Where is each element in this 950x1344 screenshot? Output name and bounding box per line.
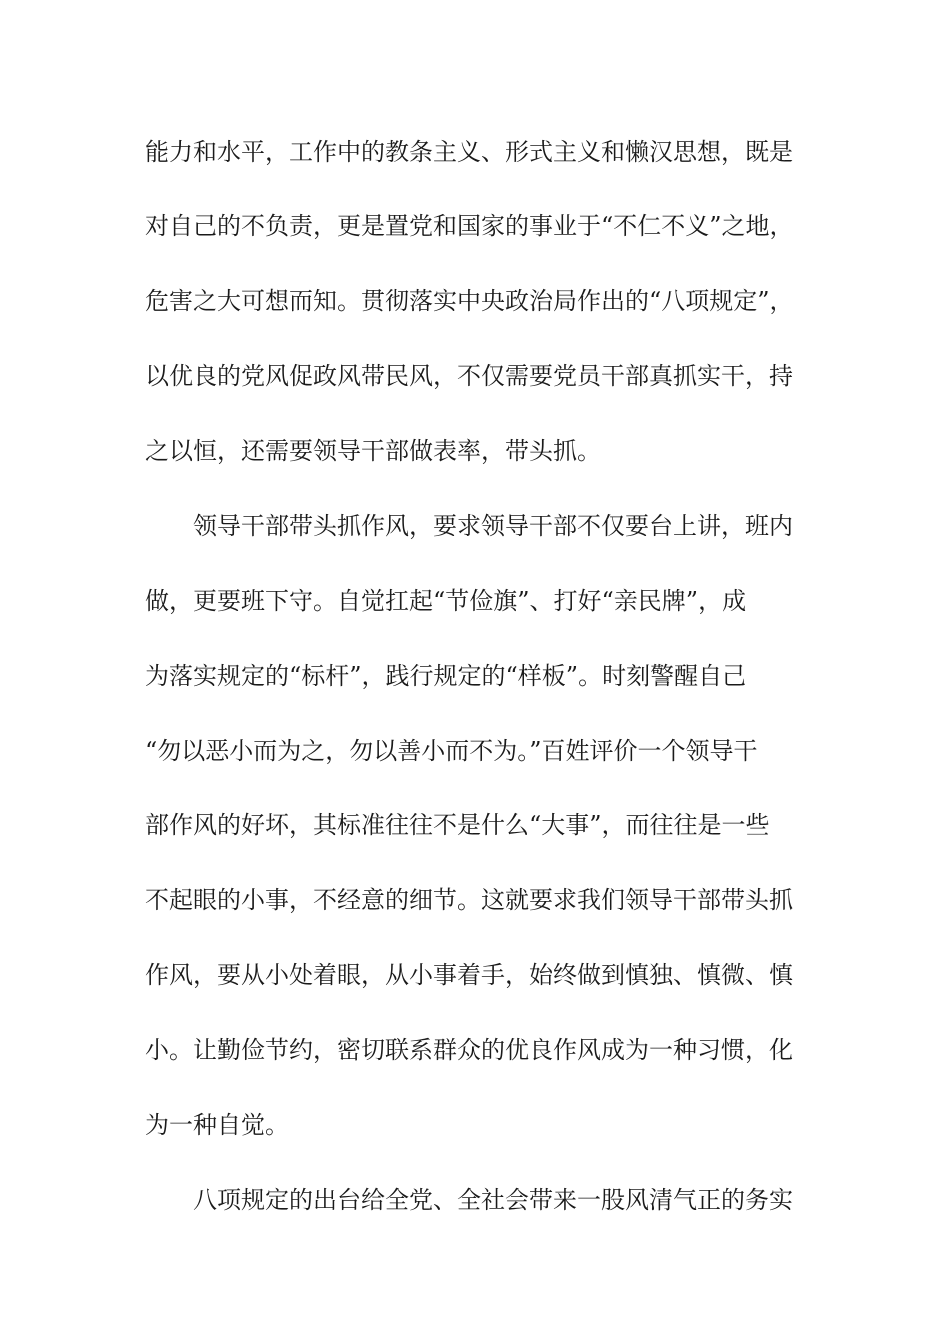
text-line: “勿以恶小而为之，勿以善小而不为。”百姓评价一个领导干 bbox=[145, 737, 758, 765]
text-line: 八项规定的出台给全党、全社会带来一股风清气正的务实 bbox=[193, 1186, 793, 1214]
text-line: 为一种自觉。 bbox=[145, 1111, 289, 1139]
text-line: 作风，要从小处着眼，从小事着手，始终做到慎独、慎微、慎 bbox=[145, 961, 793, 989]
text-line: 危害之大可想而知。贯彻落实中央政治局作出的“八项规定”， bbox=[145, 287, 794, 315]
text-line: 领导干部带头抓作风，要求领导干部不仅要台上讲，班内 bbox=[193, 512, 793, 540]
text-line: 不起眼的小事，不经意的细节。这就要求我们领导干部带头抓 bbox=[145, 886, 793, 914]
text-line: 小。让勤俭节约，密切联系群众的优良作风成为一种习惯，化 bbox=[145, 1036, 793, 1064]
text-line: 以优良的党风促政风带民风，不仅需要党员干部真抓实干，持 bbox=[145, 362, 793, 390]
text-line: 之以恒，还需要领导干部做表率，带头抓。 bbox=[145, 437, 601, 465]
text-line: 对自己的不负责，更是置党和国家的事业于“不仁不义”之地， bbox=[145, 212, 794, 240]
text-line: 为落实规定的“标杆”，践行规定的“样板”。时刻警醒自己 bbox=[145, 662, 747, 690]
text-line: 部作风的好坏，其标准往往不是什么“大事”，而往往是一些 bbox=[145, 811, 770, 839]
text-line: 能力和水平，工作中的教条主义、形式主义和懒汉思想，既是 bbox=[145, 138, 793, 166]
text-line: 做，更要班下守。自觉扛起“节俭旗”、打好“亲民牌”，成 bbox=[145, 587, 747, 615]
